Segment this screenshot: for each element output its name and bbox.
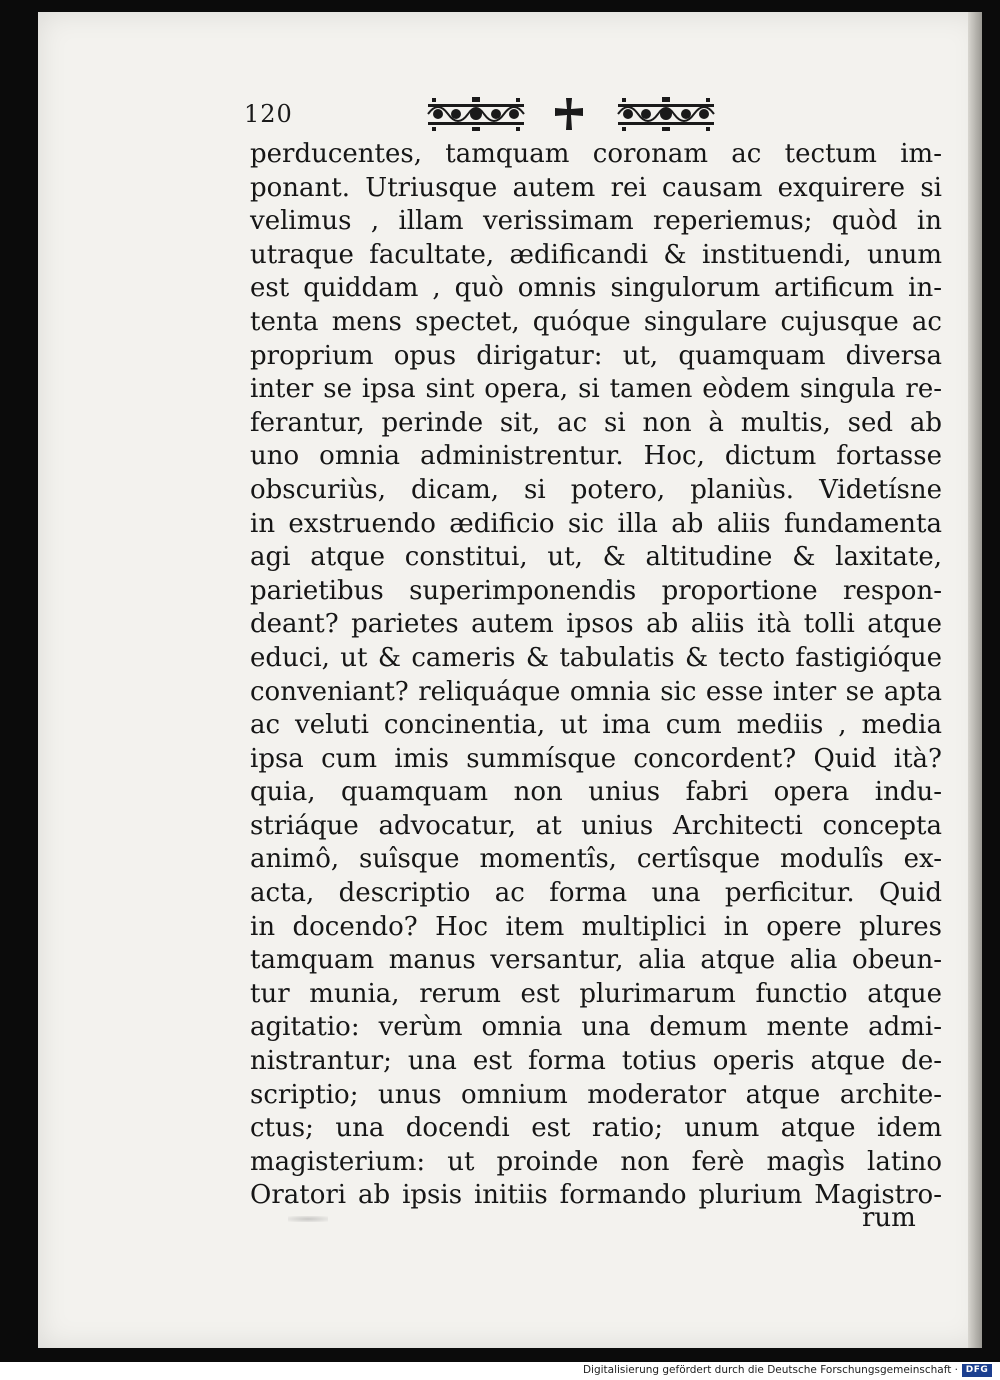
text-line: velimus , illam verissimam reperiemus; quòd in (250, 206, 942, 237)
text-line: est quiddam , quò omnis singulorum artificum in- (250, 273, 942, 304)
text-line: ipsa cum imis summísque concordent? Quid ità? (250, 743, 942, 774)
text-line: educi, ut & cameris & tabulatis & tecto fastigióque (250, 642, 942, 673)
text-line: agitatio: verùm omnia una demum mente admi- (250, 1012, 942, 1043)
text-line: in exstruendo ædificio sic illa ab aliis fundamenta (250, 508, 942, 539)
text-line: agi atque constitui, ut, & altitudine & laxitate, (250, 542, 942, 573)
text-line: utraque facultate, ædificandi & instituendi, unum (250, 239, 942, 270)
page-number: 120 (244, 100, 293, 128)
text-line: in docendo? Hoc item multiplici in opere plures (250, 911, 942, 942)
text-line: nistrantur; una est forma totius operis atque de- (250, 1046, 942, 1077)
left-fleuron-ornament (426, 96, 526, 132)
text-line: perducentes, tamquam coronam ac tectum im- (250, 139, 942, 169)
right-fleuron-ornament (616, 96, 716, 132)
text-line: ctus; una docendi est ratio; unum atque idem (250, 1113, 942, 1144)
text-line: scriptio; unus omnium moderator atque archite- (250, 1079, 942, 1110)
text-line: tur munia, rerum est plurimarum functio atque (250, 978, 942, 1009)
text-line: striáque advocatur, at unius Architecti concepta (250, 810, 942, 841)
text-line: Oratori ab ipsis initiis formando plurium Magistro- (250, 1180, 942, 1211)
text-line: inter se ipsa sint opera, si tamen eòdem singula re- (250, 374, 942, 405)
body-text (250, 138, 942, 1213)
dfg-logo[interactable]: DFG (962, 1364, 992, 1377)
text-line: parietibus superimponendis proportione respon- (250, 575, 942, 606)
text-line: quia, quamquam non unius fabri opera indu- (250, 777, 942, 808)
ink-smudge (288, 1216, 328, 1222)
cross-fleuron-icon (552, 96, 586, 132)
page-header (244, 96, 764, 136)
text-line: tenta mens spectet, quóque singulare cujusque ac (250, 306, 942, 337)
text-line: proprium opus dirigatur: ut, quamquam diversa (250, 340, 942, 371)
text-line: animô, suîsque momentîs, certîsque modulîs ex- (250, 844, 942, 875)
page-edge (968, 12, 982, 1348)
catchword: rum (862, 1203, 916, 1233)
text-line: magisterium: ut proinde non ferè magìs latino (250, 1146, 942, 1177)
digitization-footer (0, 1362, 1000, 1380)
footer-credit: Digitalisierung gefördert durch die Deutsche Forschungsgemeinschaft · (582, 1364, 958, 1376)
text-line: acta, descriptio ac forma una perficitur. Quid (250, 878, 942, 909)
text-line: deant? parietes autem ipsos ab aliis ità tolli atque (250, 609, 942, 640)
text-line: ponant. Utriusque autem rei causam exquirere si (250, 172, 942, 203)
text-line: ac veluti concinentia, ut ima cum mediis , media (250, 710, 942, 741)
text-line: tamquam manus versantur, alia atque alia obeun- (250, 945, 942, 976)
text-line: conveniant? reliquáque omnia sic esse inter se apta (250, 676, 942, 707)
text-line: obscuriùs, dicam, si potero, planiùs. Videtísne (250, 474, 942, 505)
text-line: ferantur, perinde sit, ac si non à multis, sed ab (250, 407, 942, 438)
text-line: uno omnia administrentur. Hoc, dictum fortasse (250, 441, 942, 472)
